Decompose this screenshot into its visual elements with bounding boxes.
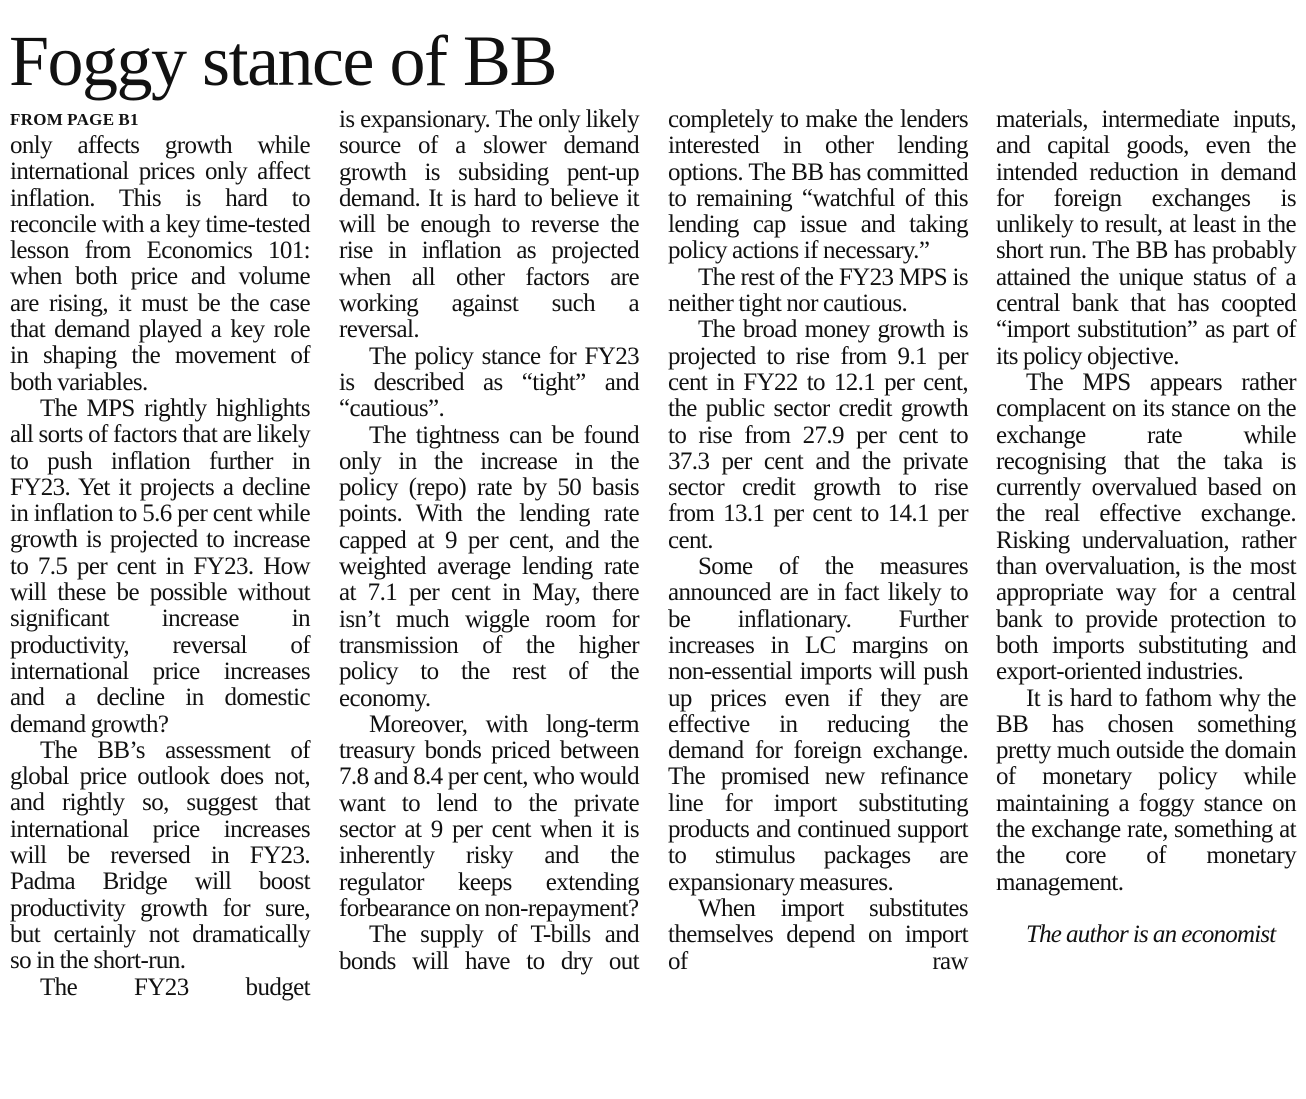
paragraph: The supply of T-bills and bonds will have to dry out	[339, 921, 639, 975]
paragraph: The broad money growth is projected to rise from 9.1 per cent in FY22 to 12.1 per cent, the public sector credit growth to rise from 27.9 per cent to 37.3 per cent and the private sector credit growth to rise from 13.1 per cent to 14.1 per cent.	[668, 316, 968, 554]
paragraph: The rest of the FY23 MPS is neither tight nor cautious.	[668, 263, 968, 318]
paragraph: The FY23 budget	[40, 973, 310, 1001]
paragraph: is expansionary. The only likely source of a slower demand growth is subsiding pent-up demand. It is hard to believe it will be enough to reverse the rise in inflation as projected when all other factors are working against such a reversal.	[339, 106, 639, 344]
article-column-2	[339, 107, 639, 975]
article-column-3	[668, 107, 968, 975]
paragraph: only affects growth while international prices only affect inflation. This is hard to reconcile with a key time-tested lesson from Economics 101: when both price and volume are rising, it must be the case that demand played a key role in shaping the movement of both variables.	[10, 132, 310, 396]
paragraph: completely to make the lenders interested in other lending options. The BB has committed to remaining “watchful of this lending cap issue and taking policy actions if necessary.”	[668, 106, 968, 265]
paragraph: Some of the measures announced are in fact likely to be inflationary. Further increases in LC margins on non-essential imports will push up prices even if they are effective in reducing the demand for foreign exchange. The promised new refinance line for import substituting products and continued support to stimulus packages are expansionary measures.	[668, 553, 968, 896]
continuation-kicker: FROM PAGE B1	[10, 110, 139, 129]
paragraph: The policy stance for FY23 is described as “tight” and “cautious”.	[339, 342, 639, 423]
paragraph: Moreover, with long-term treasury bonds priced between 7.8 and 8.4 per cent, who would want to lend to the private sector at 9 per cent when it is inherently risky and the regulator keeps extending forbearance on non-repayment?	[339, 710, 639, 922]
article-column-1	[10, 107, 310, 1001]
author-byline: The author is an economist	[1026, 920, 1276, 948]
paragraph: The BB’s assessment of global price outlook does not, and rightly so, suggest that international price increases will be reversed in FY23. Padma Bridge will boost productivity growth for sure, but certainly not dramatically so in the short-run.	[10, 736, 310, 975]
paragraph: materials, intermediate inputs, and capital goods, even the intended reduction in demand for foreign exchanges is unlikely to result, at least in the short run. The BB has probably attained the unique status of a central bank that has coopted “import substitution” as part of its policy objective.	[996, 106, 1296, 370]
paragraph: The MPS rightly highlights all sorts of factors that are likely to push inflation further in FY23. Yet it projects a decline in inflation to 5.6 per cent while growth is projected to increase to 7.5 per cent in FY23. How will these be possible without significant increase in productivity, reversal of international price increases and a decline in domestic demand growth?	[10, 394, 310, 738]
paragraph: The tightness can be found only in the increase in the policy (repo) rate by 50 basis points. With the lending rate capped at 9 per cent, and the weighted average lending rate at 7.1 per cent in May, there isn’t much wiggle room for transmission of the higher policy to the rest of the economy.	[339, 421, 639, 712]
headline: Foggy stance of BB	[9, 21, 556, 101]
paragraph: It is hard to fathom why the BB has chosen something pretty much outside the domain of monetary policy while maintaining a foggy stance on the exchange rate, something at the core of monetary management.	[996, 684, 1296, 896]
paragraph: The MPS appears rather complacent on its stance on the exchange rate while recognising that the taka is currently overvalued based on the real effective exchange. Risking undervaluation, rather than overvaluation, is the most appropriate way for a central bank to provide protection to both imports substituting and export-oriented industries.	[996, 368, 1296, 686]
paragraph: When import substitutes themselves depend on import of raw	[668, 894, 968, 975]
article-column-4	[996, 107, 1296, 948]
